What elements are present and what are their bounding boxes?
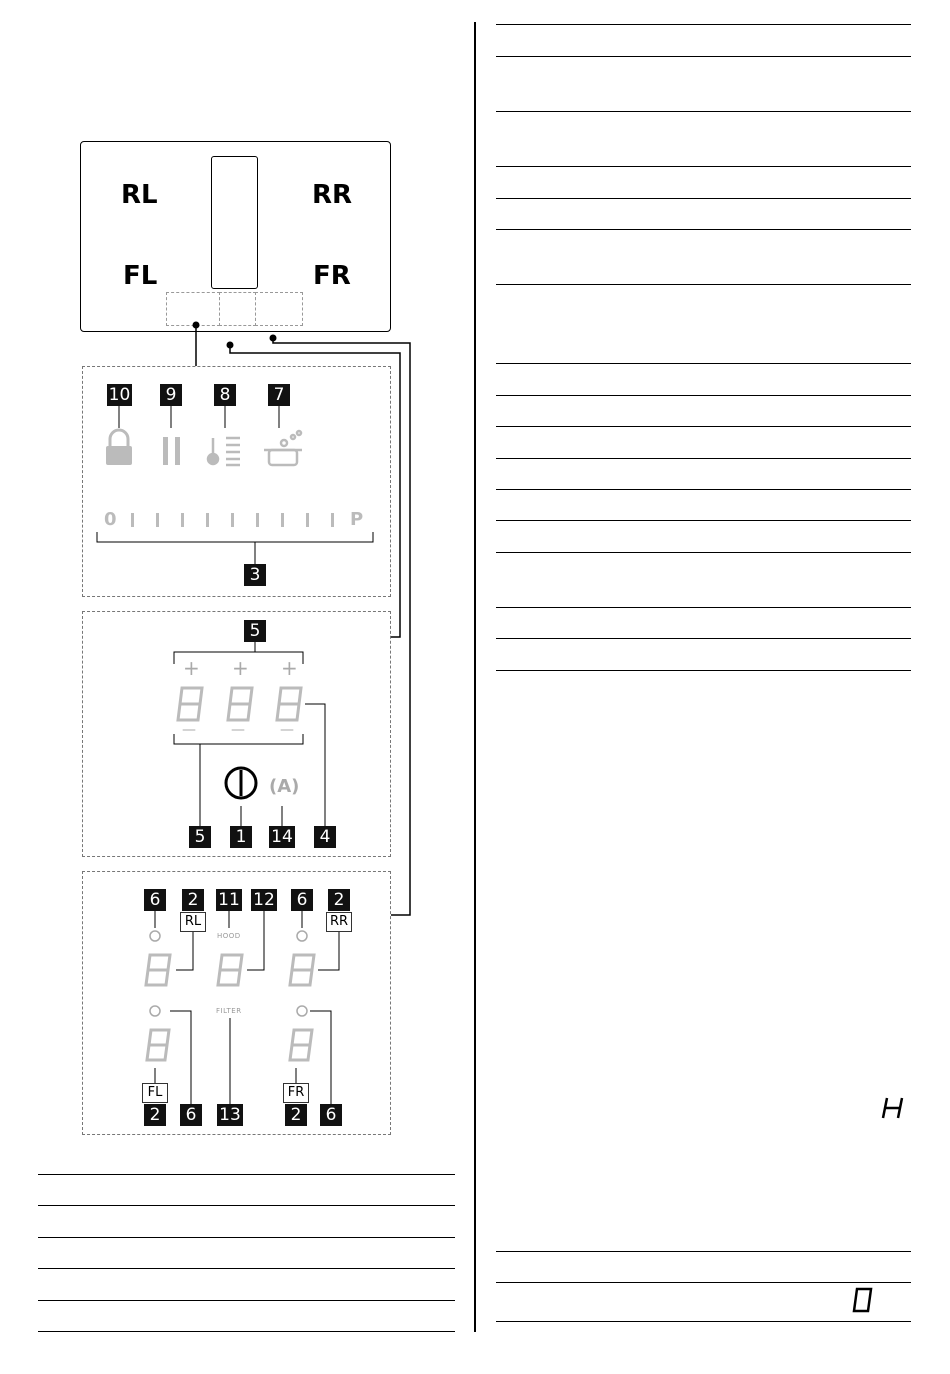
table-rule [496,284,911,285]
callout-2: 2 [182,889,204,911]
table-rule [496,638,911,639]
lock-icon [106,430,132,465]
callout-2: 2 [328,889,350,911]
table-rule [496,56,911,57]
table-rule [496,1282,911,1283]
right-symbols [854,1098,902,1311]
table-rule [496,1251,911,1252]
callout-5-bottom: 5 [189,826,211,848]
table-rule [38,1300,455,1301]
pause-icon [163,437,180,465]
table-rule [38,1268,455,1269]
plus-icon[interactable]: + [281,656,298,680]
table-rule [496,24,911,25]
table-rule [496,607,911,608]
zone-rr: RR [312,180,353,210]
callout-2: 2 [285,1104,307,1126]
callout-10: 10 [108,385,131,405]
table-rule [496,670,911,671]
table-rule [38,1174,455,1175]
minus-icon[interactable]: — [182,722,196,738]
table-rule [496,198,911,199]
callout-9: 9 [160,384,182,406]
callout-6: 6 [180,1104,202,1126]
filter-label: FILTER [216,1007,242,1015]
zone-fr: FR [313,261,351,291]
plus-icon[interactable]: + [232,656,249,680]
pot-boiling-icon [264,431,302,465]
zone-box-rl: RL [180,912,206,932]
callout-6: 6 [320,1104,342,1126]
table-rule [496,489,911,490]
zone-box-fr: FR [283,1083,309,1103]
table-rule [496,166,911,167]
power-scale [131,513,334,527]
callout-12: 12 [251,889,277,911]
table-rule [38,1237,455,1238]
timer-icon [150,931,307,1016]
table-rule [496,1321,911,1322]
plus-icon[interactable]: + [183,656,200,680]
scale-zero-label: 0 [104,509,117,530]
callout-7: 7 [268,384,290,406]
power-icon [226,768,256,798]
callout-5-top: 5 [244,620,266,642]
table-rule [38,1205,455,1206]
table-rule [496,229,911,230]
table-rule [496,426,911,427]
scale-p-label: P [350,509,364,530]
callout-3: 3 [244,564,266,586]
table-rule [496,458,911,459]
zone-rl: RL [121,180,158,210]
callout-1: 1 [230,826,252,848]
minus-icon[interactable]: — [280,722,294,738]
table-rule [496,363,911,364]
zone-box-fl: FL [142,1083,168,1103]
table-rule [496,520,911,521]
thermometer-icon [208,438,240,465]
callout-8: 8 [214,384,236,406]
callout-6: 6 [291,889,313,911]
table-rule [38,1331,455,1332]
callout-6: 6 [144,889,166,911]
callout-14: 14 [269,826,295,848]
hood-digits [178,688,301,720]
callout-11: 11 [216,889,242,911]
table-rule [496,552,911,553]
hood-label: HOOD [217,932,241,940]
callout-4: 4 [314,826,336,848]
zone-box-rr: RR [326,912,352,932]
table-rule [496,395,911,396]
auto-mode-icon[interactable]: (A) [269,776,300,797]
zone-fl: FL [123,261,158,291]
minus-icon[interactable]: — [231,722,245,738]
table-rule [496,111,911,112]
callout-13: 13 [217,1104,243,1126]
callout-2: 2 [144,1104,166,1126]
